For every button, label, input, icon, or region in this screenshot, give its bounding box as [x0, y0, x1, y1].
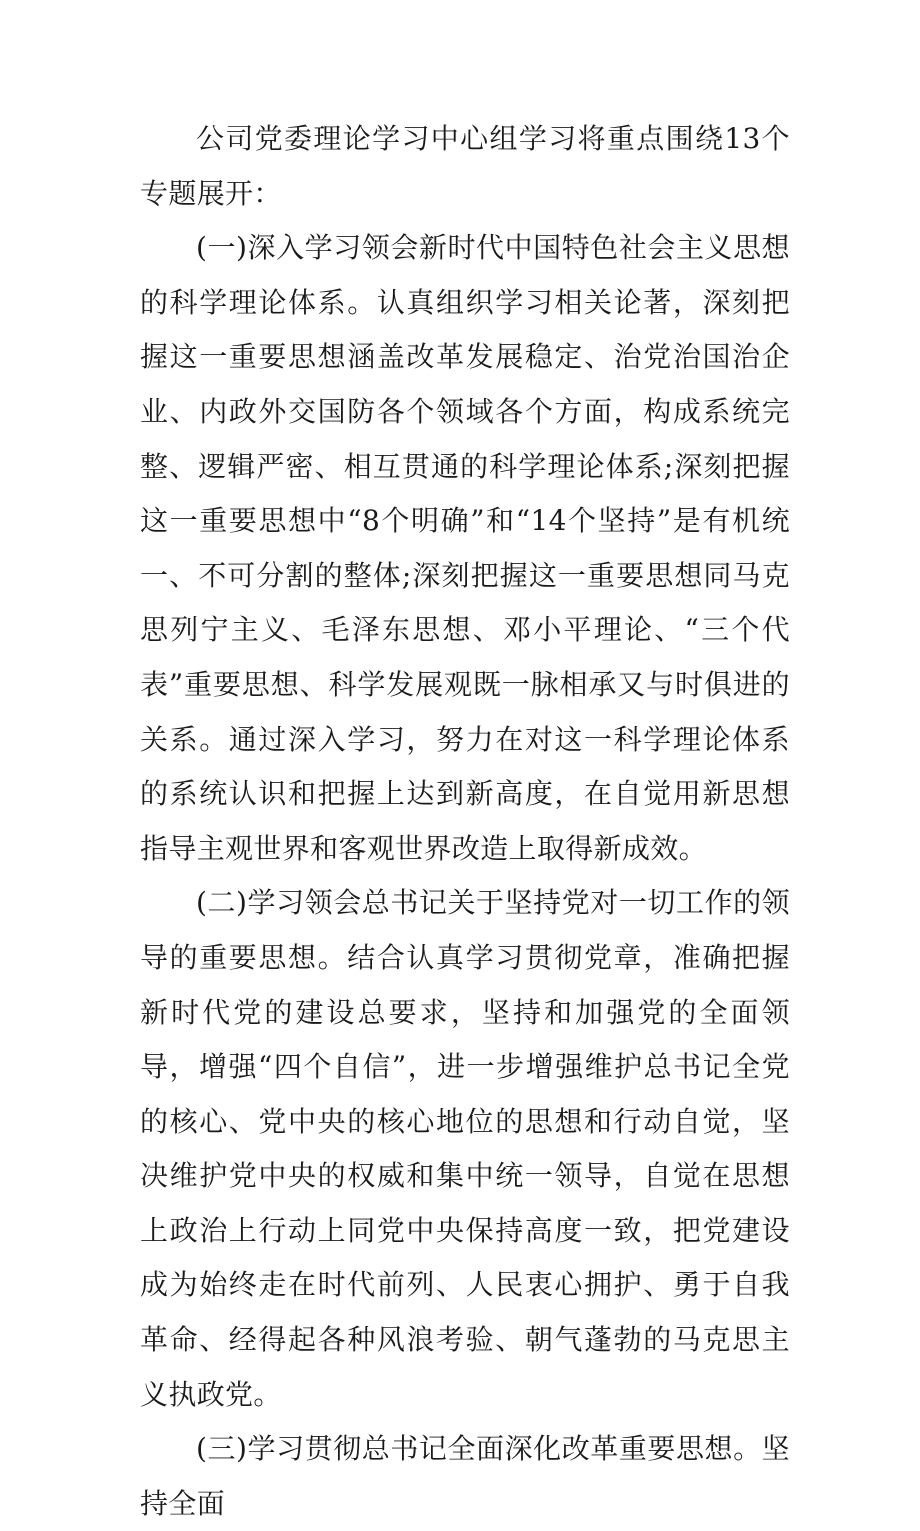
paragraph-topic-3: (三)学习贯彻总书记全面深化改革重要思想。坚持全面 — [140, 1432, 790, 1520]
paragraph-topic-1: (一)深入学习领会新时代中国特色社会主义思想的科学理论体系。认真组织学习相关论著，深刻把握这一重要思想涵盖改革发展稳定、治党治国治企业、内政外交国防各个领域各个方面，构成系统完整、逻辑严密、相互贯通的科学理论体系;深刻把握这一重要思想中“8个明确”和“14个坚持”是有机统一、不可分割的整体;深刻把握这一重要思想同马克思列宁主义、毛泽东思想、邓小平理论、“三个代表”重要思想、科学发展观既一脉相承又与时俱进的关系。通过深入学习，努力在对这一科学理论体系的系统认识和把握上达到新高度，在自觉用新思想指导主观世界和客观世界改造上取得新成效。 — [140, 231, 790, 865]
document-body — [140, 112, 790, 1531]
paragraph-topic-2: (二)学习领会总书记关于坚持党对一切工作的领导的重要思想。结合认真学习贯彻党章，准确把握新时代党的建设总要求，坚持和加强党的全面领导，增强“四个自信”，进一步增强维护总书记全党的核心、党中央的核心地位的思想和行动自觉，坚决维护党中央的权威和集中统一领导，自觉在思想上政治上行动上同党中央保持高度一致，把党建设成为始终走在时代前列、人民衷心拥护、勇于自我革命、经得起各种风浪考验、朝气蓬勃的马克思主义执政党。 — [140, 886, 790, 1411]
paragraph-intro: 公司党委理论学习中心组学习将重点围绕13个专题展开： — [140, 122, 790, 210]
